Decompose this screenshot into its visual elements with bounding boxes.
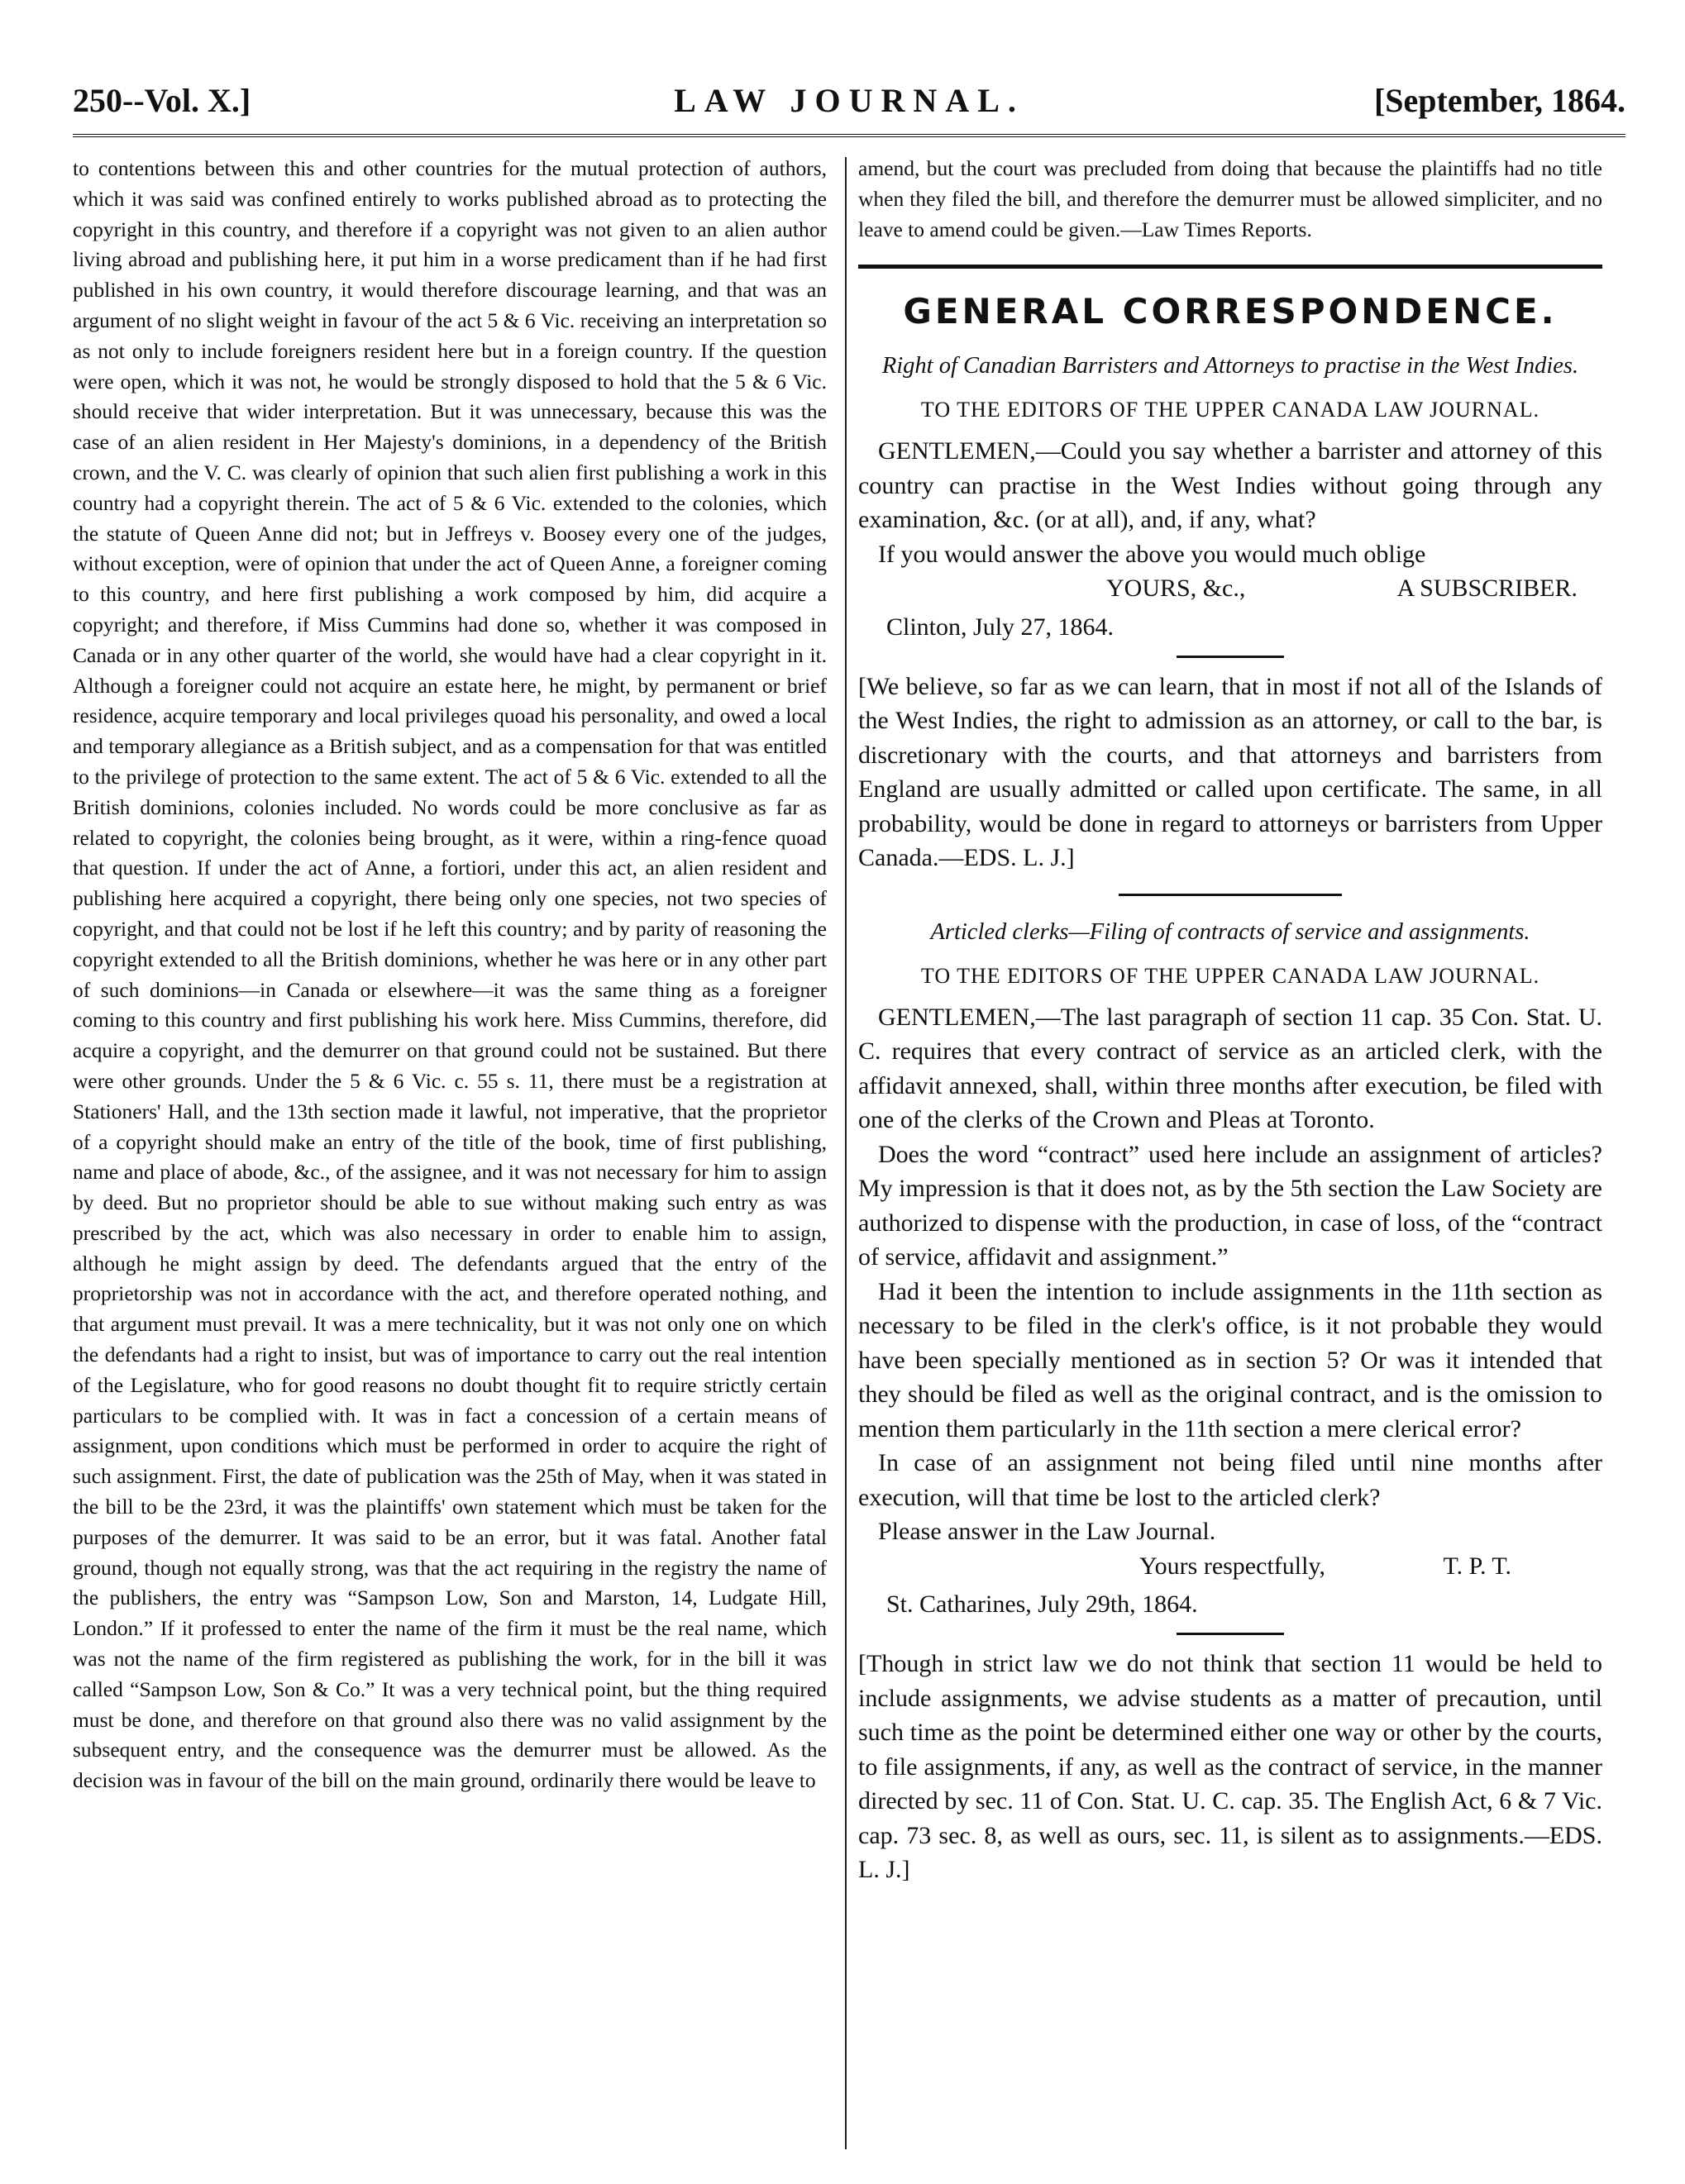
case-report-continuation: amend, but the court was precluded from doing that because the plaintiffs had no title when they filed the bill, and therefore the demurrer must be allowed simpliciter, and no leave to amend could be given.—Law Times Reports. bbox=[858, 156, 1602, 241]
section-title: GENERAL CORRESPONDENCE. bbox=[903, 291, 1558, 332]
letter-signature-line bbox=[858, 571, 1602, 606]
letter-yours: YOURS, &c., bbox=[1106, 575, 1246, 603]
editor-reply: [We believe, so far as we can learn, that in most if not all of the Islands of the West Indies, the right to admission as an attorney, or call to the bar, is discretionary with the courts, and that attorneys and barristers from England are usually admitted or called upon certificate. The same, in all probability, would be done in regard to attorneys or barristers from Upper Canada.—EDS. L. J.] bbox=[858, 672, 1602, 872]
page-volume-label: 250--Vol. X.] bbox=[73, 82, 251, 119]
letter-closing: If you would answer the above you would much oblige bbox=[878, 540, 1426, 568]
page-header bbox=[73, 76, 1625, 137]
left-column bbox=[73, 154, 827, 2154]
letter-signature: A SUBSCRIBER. bbox=[1396, 575, 1578, 603]
letter-signature-line bbox=[858, 1549, 1602, 1584]
letter-signature: T. P. T. bbox=[1443, 1552, 1511, 1580]
letter-paragraph: In case of an assignment not being filed until nine months after execution, will that time be lost to the articled clerk? bbox=[858, 1449, 1602, 1511]
journal-title: LAW JOURNAL. bbox=[674, 82, 1024, 119]
letter-salutation-header: TO THE EDITORS OF THE UPPER CANADA LAW JOURNAL. bbox=[920, 398, 1540, 422]
letter-body: GENTLEMEN,—Could you say whether a barrister and attorney of this country can practise in the West Indies without going through any examination, &c. (or at all), and, if any, what? bbox=[858, 437, 1602, 534]
letter-title: Right of Canadian Barristers and Attorneys to practise in the West Indies. bbox=[881, 353, 1579, 379]
divider bbox=[1177, 1633, 1284, 1635]
column-divider bbox=[845, 157, 847, 2149]
letter-paragraph: Does the word “contract” used here include an assignment of articles? My impression is that it does not, as by the 5th section the Law Society are authorized to dispense with the production, in case of loss, of the “contract of service, affidavit and assignment.” bbox=[858, 1140, 1602, 1271]
section-rule bbox=[858, 265, 1602, 269]
letter-west-indies bbox=[858, 351, 1602, 875]
letter-yours: Yours respectfully, bbox=[1139, 1552, 1325, 1580]
divider bbox=[1177, 656, 1284, 658]
divider bbox=[1119, 894, 1342, 896]
letter-paragraph: Had it been the intention to include assignments in the 11th section as necessary to be filed in the clerk's office, is it not probable they would have been specially mentioned as in section 5? Or was it intended that they should be filed as well as the original contract, and is the omission to mention them particularly in the 11th section a mere clerical error? bbox=[858, 1277, 1602, 1442]
letter-closing: Please answer in the Law Journal. bbox=[878, 1518, 1216, 1546]
case-report-text: to contentions between this and other countries for the mutual protection of authors, which it was said was confined entirely to works published abroad as to protecting the copyright in this country, and therefore if a copyright was not given to an alien author living abroad and publishing here, it put him in a worse predicament than if he had first published in his own country, it would therefore discourage learning, and that was an argument of no slight weight in favour of the act 5 & 6 Vic. receiving an interpretation so as not only to include foreigners resident here but in a foreign country. If the question were open, which it was not, he would be strongly disposed to hold that the 5 & 6 Vic. should receive that wider interpretation. But it was unnecessary, because this was the case of an alien resident in Her Majesty's dominions, in a dependency of the British crown, and the V. C. was clearly of opinion that such alien first publishing a work in this country had a copyright therein. The act of 5 & 6 Vic. extended to the colonies, which the statute of Queen Anne did not; but in Jeffreys v. Boosey every one of the judges, without exception, were of opinion that under the act of Queen Anne, a foreigner coming to this country, and here first publishing a work composed by him, did acquire a copyright; and therefore, if Miss Cummins had done so, whether it was composed in Canada or in any other quarter of the world, she would have had a clear copyright in it. Although a foreigner could not acquire an estate here, he might, by permanent or brief residence, acquire temporary and local privileges quoad his personality, and owed a local and temporary allegiance as a British subject, and as a compensation for that was entitled to the privilege of protection to the same extent. The act of 5 & 6 Vic. extended to all the British dominions, colonies included. No words could be more conclusive as far as related to copyright, the colonies being brought, as it were, within a ring-fence quoad that question. If under the act of Anne, a fortiori, under this act, an alien resident and publishing here acquired a copyright, there being only one species, not two species of copyright, and that could not be lost if he left this country; and by parity of reasoning the copyright extended to all the British dominions, whether he was here or in any other part of such dominions—in Canada or elsewhere—it was the same thing as a foreigner coming to this country and first publishing his work here. Miss Cummins, therefore, did acquire a copyright, and the demurrer on that ground could not be sustained. But there were other grounds. Under the 5 & 6 Vic. c. 55 s. 11, there must be a registration at Stationers' Hall, and the 13th section made it lawful, not imperative, that the proprietor of a copyright should make an entry of the title of the book, time of first publishing, name and place of abode, &c., of the assignee, and it was not necessary for him to assign by deed. But no proprietor should be able to sue without making such entry as was prescribed by the act, which was also necessary in order to enable him to assign, although he might assign by deed. The defendants argued that the entry of the proprietorship was not in accordance with the act, and therefore operated nothing, and that argument must prevail. It was a mere technicality, but it was not only one on which the defendants had a right to insist, but was of importance to carry out the real intention of the Legislature, who for good reasons no doubt thought fit to require strictly certain particulars to be complied with. It was in fact a concession of a certain means of assignment, upon conditions which must be performed in order to acquire the right of such assignment. First, the date of publication was the 25th of May, when it was stated in the bill to be the 23rd, it was the plaintiffs' own statement which must be taken for the purposes of the demurrer. It was said to be an error, but it was fatal. Another fatal ground, though not equally strong, was that the act requiring in the registry the name of the publishers, the entry was “Sampson Low, Son and Marston, 14, Ludgate Hill, London.” If it professed to enter the name of the firm it must be the real name, which was not the name of the firm registered as publishing the work, for in the bill it was called “Sampson Low, Son & Co.” It was a very technical point, but the thing required must be done, and therefore on that ground also there was no valid assignment by the subsequent entry, and the consequence was the demurrer must be allowed. As the decision was in favour of the bill on the main ground, ordinarily there would be leave to bbox=[73, 156, 827, 1793]
letter-title: Articled clerks—Filing of contracts of service and assignments. bbox=[930, 918, 1530, 945]
letter-place-date: St. Catharines, July 29th, 1864. bbox=[886, 1590, 1198, 1619]
letter-articled-clerks bbox=[858, 918, 1602, 1887]
letter-salutation-header: TO THE EDITORS OF THE UPPER CANADA LAW JOURNAL. bbox=[920, 963, 1540, 988]
letter-paragraph: GENTLEMEN,—The last paragraph of section 11 cap. 35 Con. Stat. U. C. requires that every contract of service as an articled clerk, with the affidavit annexed, shall, within three months after execution, be filed with one of the clerks of the Crown and Pleas at Toronto. bbox=[858, 1003, 1602, 1134]
issue-date: [September, 1864. bbox=[1373, 82, 1625, 119]
letter-place-date: Clinton, July 27, 1864. bbox=[886, 613, 1115, 641]
editor-reply: [Though in strict law we do not think that section 11 would be held to include assignments, we advise students as a matter of precaution, until such time as the point be determined either one way or other by the courts, to file assignments, if any, as well as the contract of service, in the manner directed by sec. 11 of Con. Stat. U. C. cap. 35. The English Act, 6 & 7 Vic. cap. 73 sec. 8, as well as ours, sec. 11, is silent as to assignments.—EDS. L. J.] bbox=[858, 1650, 1602, 1884]
right-column bbox=[858, 154, 1602, 2154]
